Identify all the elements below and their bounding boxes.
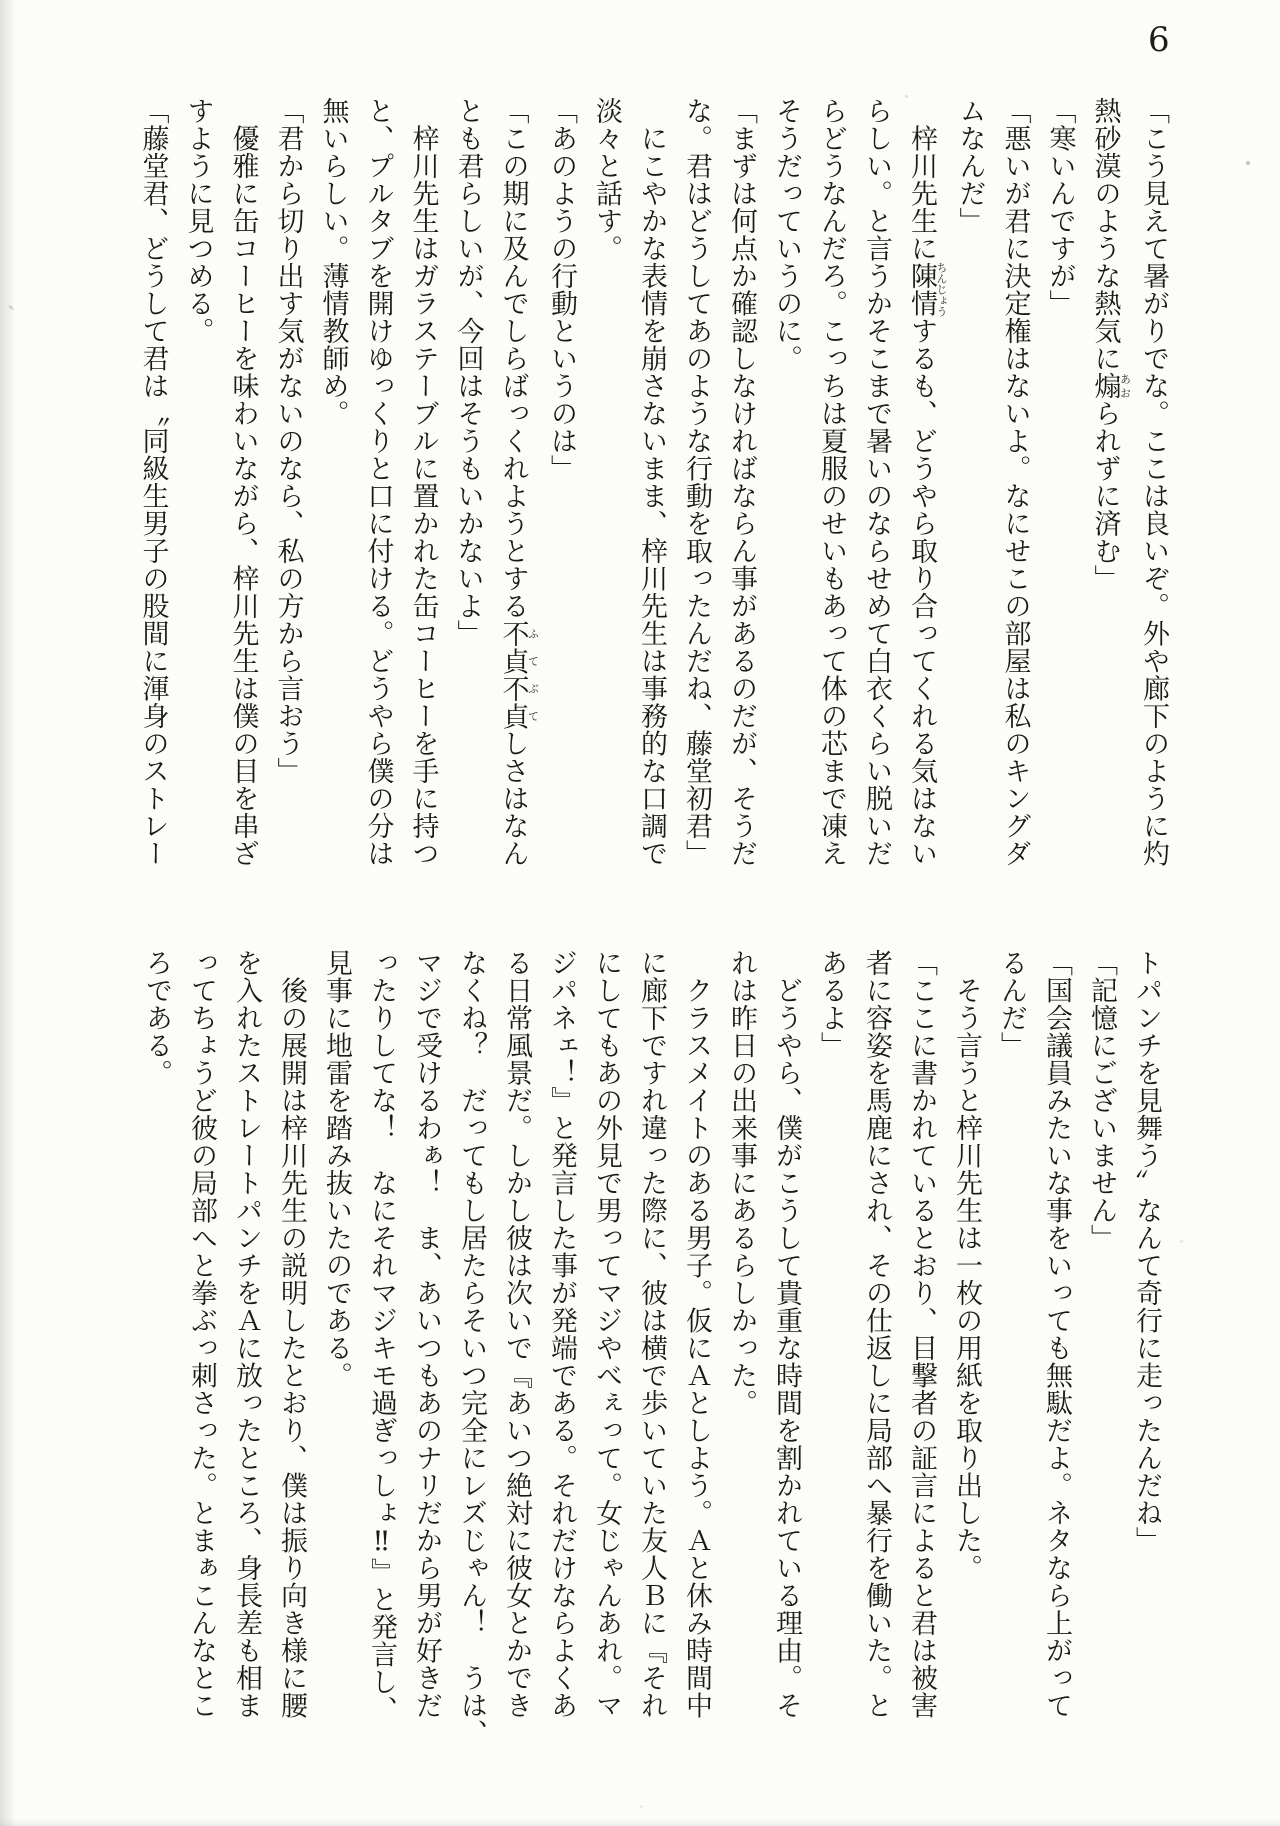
text-column: る日常風景だ。しかし彼は次いで『あいつ絶対に彼女とかでき	[501, 949, 532, 1719]
text-column: とも君らしいが、今回はそうもいかないよ」	[452, 97, 484, 647]
scan-speck	[1246, 161, 1250, 165]
text-column: と、プルタブを開けゆっくりと口に付ける。どうやら僕の分は	[362, 97, 394, 867]
text-column: そう言うと梓川先生は一枚の用紙を取り出した。	[951, 949, 982, 1582]
text-column: 「国会議員みたいな事をいっても無駄だよ。ネタなら上がって	[1041, 949, 1072, 1719]
text-column: 優雅に缶コーヒーを味わいながら、梓川先生は僕の目を串ざ	[227, 97, 259, 867]
text-column: 「こう見えて暑がりでな。ここは良いぞ。外や廊下のように灼	[1138, 97, 1169, 867]
text-column: らしい。と言うかそこまで暑いのならせめて白衣くらい脱いだ	[861, 97, 892, 867]
text-column: 「この期に及んでしらばっくれようとする不貞不貞ふてぶてしさはなん	[497, 97, 540, 867]
scan-left-edge-shadow	[0, 0, 16, 1826]
text-column: クラスメイトのある男子。仮にＡとしよう。Ａと休み時間中	[681, 949, 712, 1719]
text-column: 淡々と話す。	[591, 97, 622, 262]
text-column: そうだっていうのに。	[771, 97, 802, 372]
text-column: 「ここに書かれているとおり、目撃者の証言によると君は被害	[906, 949, 937, 1719]
text-column: 見事に地雷を踏み抜いたのである。	[321, 949, 352, 1389]
text-column: あるよ」	[816, 949, 847, 1059]
text-column: るんだ」	[996, 949, 1027, 1059]
text-column: にしてもあの外見で男ってマジやべぇって。女じゃんあれ。マ	[591, 949, 622, 1719]
text-column: ってちょうど彼の局部へと拳ぶっ刺さった。とまぁこんなとこ	[186, 949, 217, 1719]
text-column: 無いらしい。薄情教師め。	[317, 97, 349, 427]
text-column: らどうなんだろ。こっちは夏服のせいもあって体の芯まで凍え	[816, 97, 847, 867]
text-column: トパンチを見舞う〟なんて奇行に走ったんだね」	[1131, 949, 1162, 1554]
text-column: に廊下ですれ違った際に、彼は横で歩いていた友人Ｂに『それ	[636, 949, 667, 1719]
text-column: ったりしてな！ なにそれマジキモ過ぎっしょ‼』と発言し、	[366, 949, 397, 1723]
text-column: 「悪いが君に決定権はないよ。なにせこの部屋は私のキングダ	[999, 97, 1031, 867]
text-column: にこやかな表情を崩さないまま、梓川先生は事務的な口調で	[636, 97, 667, 867]
text-column: 「まずは何点か確認しなければならん事があるのだが、そうだ	[726, 97, 757, 867]
text-column: 梓川先生はガラステーブルに置かれた缶コーヒーを手に持つ	[407, 97, 439, 867]
text-column: な。君はどうしてあのような行動を取ったんだね、藤堂初君」	[681, 97, 712, 867]
text-column: 梓川先生に陳情ちんじょうするも、どうやら取り合ってくれる気はない	[906, 97, 948, 867]
page-number: 6	[1148, 20, 1170, 60]
text-column: を入れたストレートパンチをＡに放ったところ、身長差も相ま	[231, 949, 262, 1719]
text-column: ジパネェ！』と発言した事が発端である。それだけならよくあ	[546, 949, 577, 1719]
text-column: 熱砂漠のような熱気に煽あおられずに済む」	[1089, 97, 1132, 592]
text-column: 後の展開は梓川先生の説明したとおり、僕は振り向き様に腰	[276, 949, 307, 1719]
text-column: 者に容姿を馬鹿にされ、その仕返しに局部へ暴行を働いた。と	[861, 949, 892, 1719]
scan-speck	[905, 95, 908, 98]
text-column: 「君から切り出す気がないのなら、私の方から言おう」	[272, 97, 304, 785]
text-column: すように見つめる。	[182, 97, 214, 345]
text-column: 「記憶にございません」	[1086, 949, 1117, 1252]
scan-bottom-edge-shadow	[0, 1818, 1280, 1826]
text-column: 「寒いんですが」	[1044, 97, 1076, 317]
text-block-bottom	[134, 949, 1169, 1773]
scan-speck	[640, 1805, 643, 1808]
text-column: なくね？ だってもし居たらそいつ完全にレズじゃん！ うは、	[456, 949, 487, 1747]
text-column: 「藤堂君、どうして君は〝同級生男子の股間に渾身のストレー	[137, 97, 169, 867]
text-block-top	[131, 97, 1177, 899]
text-column: ろである。	[141, 949, 172, 1087]
text-column: マジで受けるわぁ！ ま、あいつもあのナリだから男が好きだ	[411, 949, 442, 1719]
scan-speck	[1180, 1240, 1183, 1243]
text-column: れは昨日の出来事にあるらしかった。	[726, 949, 757, 1417]
text-column: ムなんだ」	[954, 97, 986, 235]
text-column: どうやら、僕がこうして貴重な時間を割かれている理由。そ	[771, 949, 802, 1719]
text-column: 「あのようの行動というのは」	[546, 97, 577, 482]
